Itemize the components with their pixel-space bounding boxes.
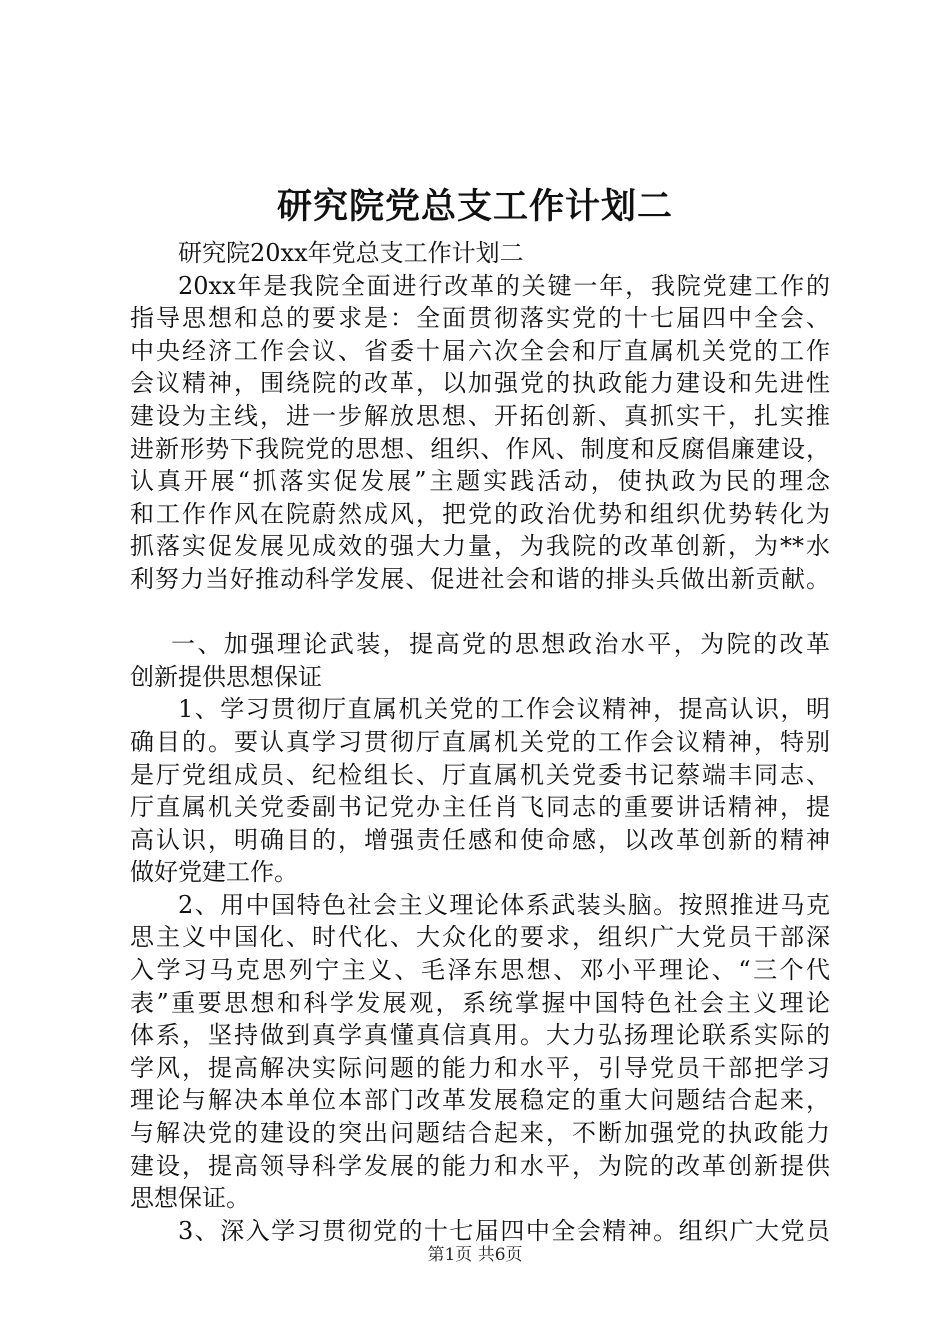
- text-line: 厅直属机关党委副书记党办主任肖飞同志的重要讲话精神，提: [130, 793, 830, 822]
- text-line: 创新提供思想保证: [130, 662, 322, 691]
- text-line: 做好党建工作。: [130, 858, 298, 887]
- text-line: 3、深入学习贯彻党的十七届四中全会精神。组织广大党员: [178, 1216, 830, 1245]
- text-line: 进新形势下我院党的思想、组织、作风、制度和反腐倡廉建设，: [130, 434, 830, 463]
- text-line: 指导思想和总的要求是：全面贯彻落实党的十七届四中全会、: [130, 304, 830, 333]
- text-line: 认真开展“抓落实促发展”主题实践活动，使执政为民的理念: [130, 467, 830, 496]
- text-line: 表”重要思想和科学发展观，系统掌握中国特色社会主义理论: [130, 988, 830, 1017]
- paragraph-gap: [130, 596, 830, 629]
- text-line: 体系，坚持做到真学真懂真信真用。大力弘扬理论联系实际的: [130, 1021, 830, 1050]
- text-line: 入学习马克思列宁主义、毛泽东思想、邓小平理论、“三个代: [130, 956, 830, 985]
- text-line: 20xx年是我院全面进行改革的关键一年，我院党建工作的: [178, 271, 830, 300]
- text-line: 高认识，明确目的，增强责任感和使命感，以改革创新的精神: [130, 825, 830, 854]
- text-line: 建设，提高领导科学发展的能力和水平，为院的改革创新提供: [130, 1151, 830, 1180]
- text-line: 2、用中国特色社会主义理论体系武装头脑。按照推进马克: [178, 890, 830, 919]
- text-line: 中央经济工作会议、省委十届六次全会和厅直属机关党的工作: [130, 336, 830, 365]
- text-line: 和工作作风在院蔚然成风，把党的政治优势和组织优势转化为: [130, 499, 830, 528]
- text-line: 是厅党组成员、纪检组长、厅直属机关党委书记蔡端丰同志、: [130, 760, 830, 789]
- text-line: 会议精神，围绕院的改革，以加强党的执政能力建设和先进性: [130, 369, 830, 398]
- page-footer: 第1页 共6页: [427, 1245, 523, 1265]
- document-body: [130, 237, 830, 1247]
- text-line: 学风，提高解决实际问题的能力和水平，引导党员干部把学习: [130, 1053, 830, 1082]
- text-line: 理论与解决本单位本部门改革发展稳定的重大问题结合起来，: [130, 1086, 830, 1115]
- text-line: 确目的。要认真学习贯彻厅直属机关党的工作会议精神，特别: [130, 727, 830, 756]
- text-line: 建设为主线，进一步解放思想、开拓创新、真抓实干，扎实推: [130, 401, 830, 430]
- document-title: 研究院党总支工作计划二: [276, 186, 673, 227]
- text-line: 抓落实促发展见成效的强大力量，为我院的改革创新，为**水: [130, 532, 830, 561]
- text-line: 一、加强理论武装，提高党的思想政治水平，为院的改革: [171, 630, 830, 659]
- text-line: 思主义中国化、时代化、大众化的要求，组织广大党员干部深: [130, 923, 830, 952]
- text-line: 研究院20xx年党总支工作计划二: [178, 239, 524, 267]
- text-line: 与解决党的建设的突出问题结合起来，不断加强党的执政能力: [130, 1119, 830, 1148]
- text-line: 思想保证。: [130, 1184, 250, 1213]
- text-line: 利努力当好推动科学发展、促进社会和谐的排头兵做出新贡献。: [130, 564, 830, 593]
- text-line: 1、学习贯彻厅直属机关党的工作会议精神，提高认识，明: [178, 695, 830, 724]
